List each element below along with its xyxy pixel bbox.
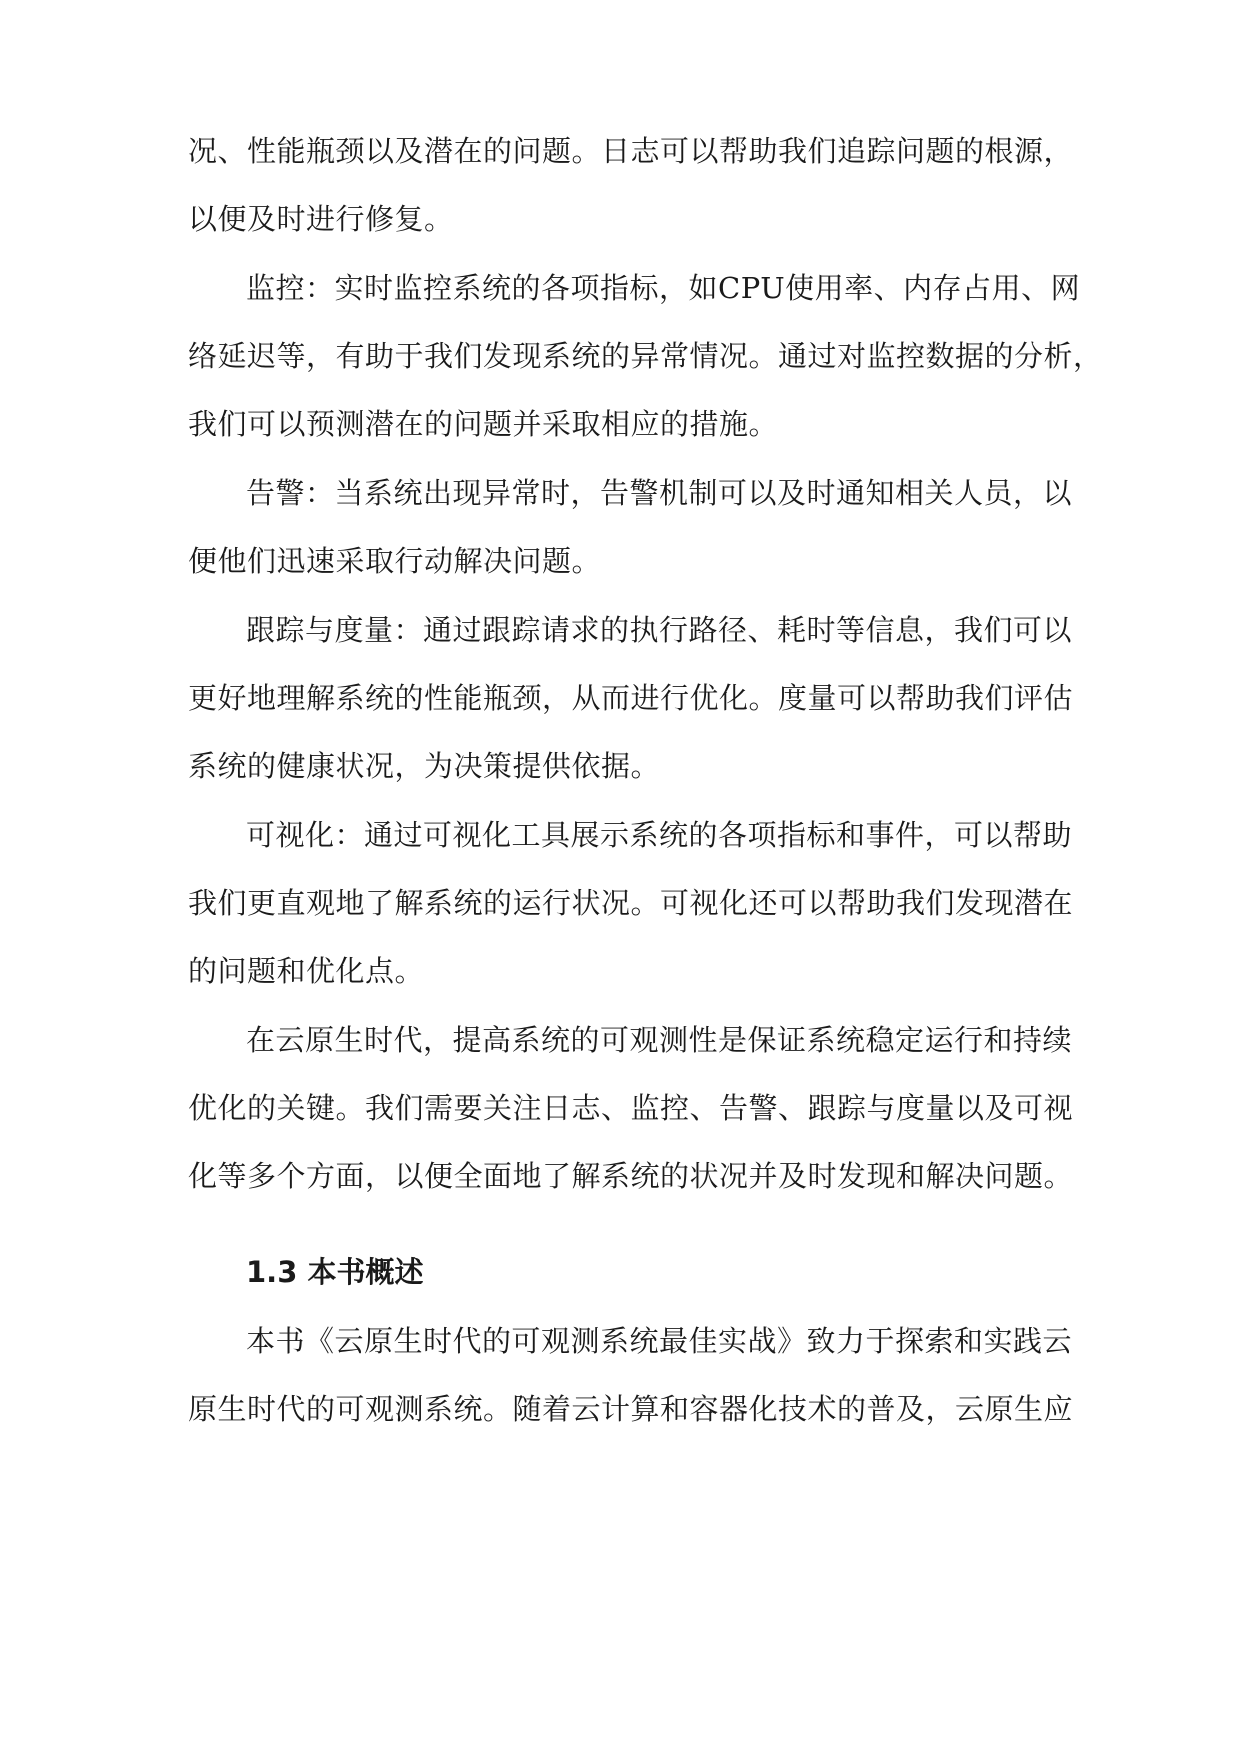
paragraph-line: 告警：当系统出现异常时，告警机制可以及时通知相关人员，以 (246, 476, 1073, 510)
paragraph-line: 优化的关键。我们需要关注日志、监控、告警、跟踪与度量以及可视 (188, 1091, 1074, 1125)
paragraph-line: 以便及时进行修复。 (188, 202, 454, 236)
paragraph-line: 况、性能瓶颈以及潜在的问题。日志可以帮助我们追踪问题的根源， (188, 134, 1074, 168)
section-heading: 1.3 本书概述 (246, 1255, 424, 1289)
paragraph-line: 本书《云原生时代的可观测系统最佳实战》致力于探索和实践云 (246, 1324, 1073, 1358)
paragraph-line: 在云原生时代，提高系统的可观测性是保证系统稳定运行和持续 (246, 1023, 1073, 1057)
paragraph-line: 我们更直观地了解系统的运行状况。可视化还可以帮助我们发现潜在 (188, 886, 1074, 920)
paragraph-line: 监控：实时监控系统的各项指标，如CPU使用率、内存占用、网 (246, 271, 1081, 305)
paragraph-line: 便他们迅速采取行动解决问题。 (188, 544, 602, 578)
paragraph-line: 更好地理解系统的性能瓶颈，从而进行优化。度量可以帮助我们评估 (188, 681, 1074, 715)
paragraph-line: 的问题和优化点。 (188, 954, 425, 988)
paragraph-line: 可视化：通过可视化工具展示系统的各项指标和事件，可以帮助 (246, 818, 1073, 852)
paragraph-line: 化等多个方面，以便全面地了解系统的状况并及时发现和解决问题。 (188, 1159, 1074, 1193)
paragraph-line: 络延迟等，有助于我们发现系统的异常情况。通过对监控数据的分析， (188, 339, 1103, 373)
paragraph-line: 原生时代的可观测系统。随着云计算和容器化技术的普及，云原生应 (188, 1392, 1074, 1426)
paragraph-line: 系统的健康状况，为决策提供依据。 (188, 749, 661, 783)
paragraph-line: 我们可以预测潜在的问题并采取相应的措施。 (188, 407, 779, 441)
paragraph-line: 跟踪与度量：通过跟踪请求的执行路径、耗时等信息，我们可以 (246, 613, 1073, 647)
